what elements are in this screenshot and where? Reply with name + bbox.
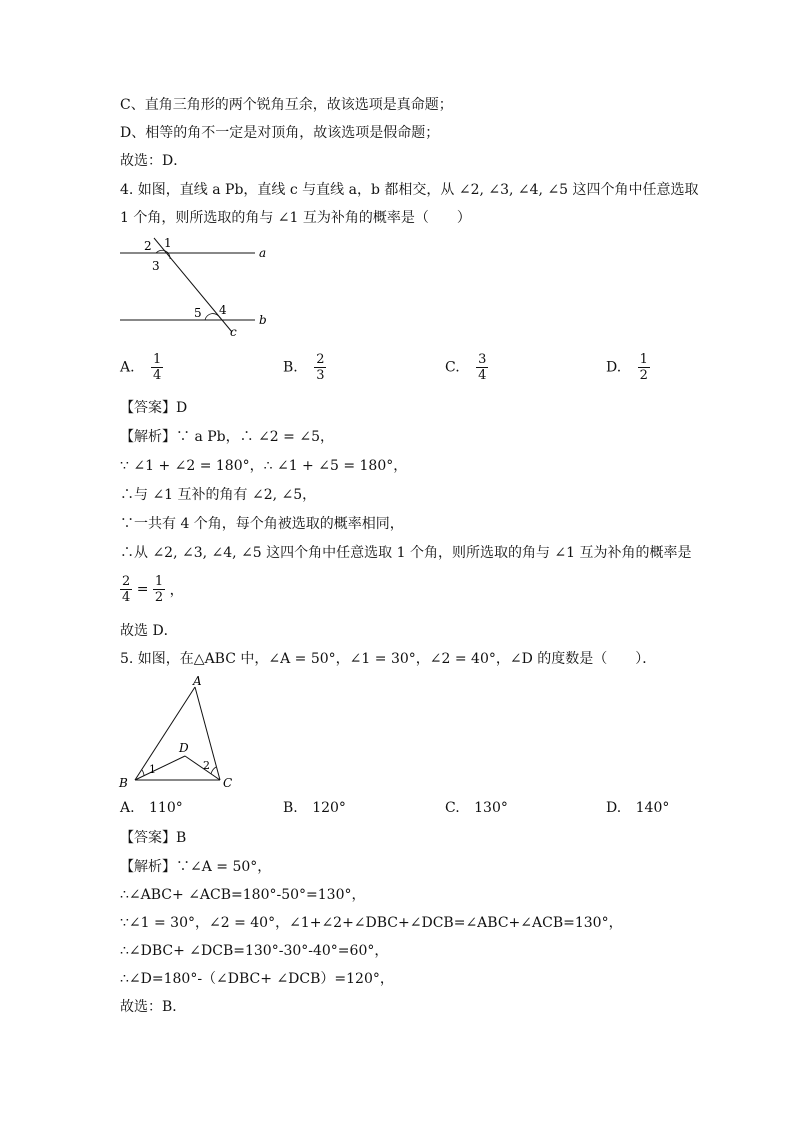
- q4-figure: [110, 232, 280, 344]
- option-letter: A.: [120, 800, 135, 816]
- q4-option-c: [445, 352, 488, 383]
- fraction-denominator: 4: [478, 368, 487, 383]
- option-value: 120°: [312, 800, 346, 816]
- option-fraction: [476, 352, 488, 383]
- line-label-b: b: [259, 313, 267, 327]
- option-fraction: [314, 352, 326, 383]
- q4-probability-expression: [120, 574, 184, 605]
- fraction-numerator: 2: [316, 352, 325, 367]
- q4-select: 故选 D．: [120, 623, 178, 639]
- q5-answer: 【答案】B: [120, 830, 187, 846]
- fraction-numerator: 1: [154, 574, 164, 589]
- point-label-D: D: [179, 741, 189, 755]
- fraction-denominator: 2: [639, 368, 648, 383]
- q5-option-a: [120, 800, 183, 816]
- angle-label-2: 2: [203, 759, 210, 772]
- angle-arc-2: [211, 767, 216, 774]
- fraction-denominator: 4: [153, 368, 162, 383]
- prev-solution-d: D、相等的角不一定是对顶角，故该选项是假命题；: [120, 125, 440, 141]
- option-fraction: [638, 352, 650, 383]
- equals-sign: =: [136, 581, 149, 598]
- q4-analysis-line: ∴从 ∠2, ∠3, ∠4, ∠5 这四个角中任意选取 1 个角，则所选取的角与 ∠1 互为补角的概率是: [120, 545, 692, 561]
- q5-stem: 5. 如图，在△ABC 中，∠A = 50°，∠1 = 30°，∠2 = 40°，∠D 的度数是（ ）．: [120, 651, 657, 667]
- vertex-label-B: B: [119, 776, 128, 790]
- angle-label-1: 1: [149, 763, 156, 776]
- q4-option-d: [606, 352, 650, 383]
- line-label-c: c: [230, 325, 237, 339]
- option-letter: B.: [283, 359, 298, 376]
- q4-analysis-line: ∵ ∠1 + ∠2 = 180°，∴ ∠1 + ∠5 = 180°，: [120, 458, 408, 474]
- q5-figure: [112, 672, 242, 792]
- angle-label-3: 3: [152, 259, 160, 273]
- fraction-two-fourths: [120, 574, 132, 605]
- angle-label-2: 2: [144, 239, 152, 253]
- fraction-numerator: 1: [153, 352, 162, 367]
- vertex-label-C: C: [223, 776, 233, 790]
- q5-analysis-line: ∴∠D=180°-（∠DBC+ ∠DCB）=120°，: [120, 971, 394, 987]
- fraction-denominator: 4: [122, 590, 131, 605]
- option-letter: D.: [606, 800, 622, 816]
- expression-comma: ，: [169, 582, 184, 599]
- line-c: [154, 238, 232, 332]
- q4-stem-line2: 1 个角，则所选取的角与 ∠1 互为补角的概率是（ ）: [120, 210, 471, 226]
- fraction-numerator: 3: [478, 352, 487, 367]
- angle-label-5: 5: [194, 306, 202, 320]
- option-fraction: [151, 352, 163, 383]
- angle-label-4: 4: [219, 303, 227, 317]
- fraction-denominator: 3: [316, 368, 325, 383]
- vertex-label-A: A: [193, 674, 202, 688]
- q4-option-a: [120, 352, 163, 383]
- line-label-a: a: [259, 246, 267, 260]
- angle-label-1: 1: [164, 236, 172, 250]
- option-letter: C.: [445, 800, 460, 816]
- fraction-denominator: 2: [154, 590, 164, 605]
- q5-option-c: [445, 800, 508, 816]
- option-letter: C.: [445, 359, 460, 376]
- angle-arc-1: [142, 770, 144, 776]
- q4-option-b: [283, 352, 326, 383]
- q4-analysis-line: ∴与 ∠1 互补的角有 ∠2, ∠5，: [120, 487, 317, 503]
- q5-analysis-line: ∴∠ABC+ ∠ACB=180°-50°=130°，: [120, 887, 366, 903]
- q4-answer: 【答案】D: [120, 400, 188, 416]
- prev-select: 故选：D．: [120, 153, 188, 169]
- option-value: 130°: [474, 800, 508, 816]
- option-value: 110°: [149, 800, 183, 816]
- q5-select: 故选：B．: [120, 999, 187, 1015]
- q5-option-d: [606, 800, 669, 816]
- option-letter: A.: [120, 359, 135, 376]
- fraction-one-half: [153, 574, 165, 605]
- q5-analysis-line: ∵∠1 = 30°，∠2 = 40°，∠1+∠2+∠DBC+∠DCB=∠ABC+∠ACB=130°，: [120, 915, 623, 931]
- q4-analysis-line: ∵一共有 4 个角，每个角被选取的概率相同，: [120, 516, 404, 532]
- option-letter: D.: [606, 359, 622, 376]
- q4-stem-line1: 4. 如图，直线 a Pb，直线 c 与直线 a，b 都相交，从 ∠2, ∠3, ∠4, ∠5 这四个角中任意选取: [120, 182, 699, 198]
- option-value: 140°: [635, 800, 670, 816]
- q5-analysis-line: ∴∠DBC+ ∠DCB=130°-30°-40°=60°，: [120, 943, 389, 959]
- prev-solution-c: C、直角三角形的两个锐角互余，故该选项是真命题；: [120, 97, 453, 113]
- option-letter: B.: [283, 800, 298, 816]
- q4-analysis-line: 【解析】∵ a Pb，∴ ∠2 = ∠5，: [120, 429, 334, 445]
- fraction-numerator: 2: [122, 574, 131, 589]
- q5-option-b: [283, 800, 346, 816]
- fraction-numerator: 1: [639, 352, 648, 367]
- q5-analysis-line: 【解析】∵∠A = 50°，: [120, 859, 272, 875]
